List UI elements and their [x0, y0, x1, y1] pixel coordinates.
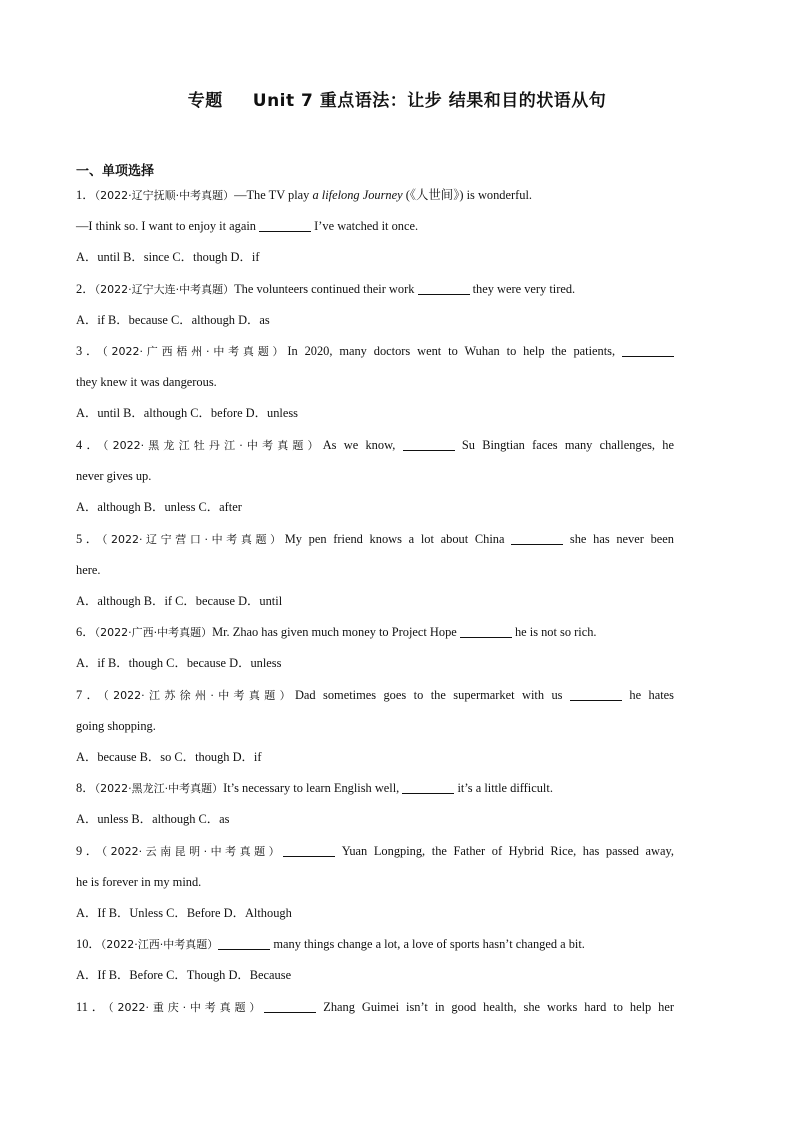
- answer-blank[interactable]: [570, 688, 622, 701]
- question-3-options: A．until B．although C．before D．unless: [76, 406, 298, 420]
- question-6-line-1: 6．（2022·广西·中考真题）Mr. Zhao has given much money to Project Hope he is not so rich.: [76, 625, 597, 639]
- question-9-line-1: 9．（2022·云南昆明·中考真题） Yuan Longping, the Father of Hybrid Rice, has passed away,: [76, 844, 674, 858]
- question-7-line-2: going shopping.: [76, 719, 156, 733]
- question-1-line-1: 1．（2022·辽宁抚顺·中考真题）—The TV play a lifelong Journey (《人世间》) is wonderful.: [76, 188, 532, 202]
- answer-blank[interactable]: [283, 844, 335, 857]
- answer-blank[interactable]: [403, 438, 455, 451]
- question-4-options: A．although B．unless C．after: [76, 500, 242, 514]
- question-2-line-1: 2．（2022·辽宁大连·中考真题）The volunteers continued their work they were very tired.: [76, 282, 576, 296]
- question-6-options: A．if B．though C．because D．unless: [76, 656, 282, 670]
- answer-blank[interactable]: [460, 625, 512, 638]
- question-9-line-2: he is forever in my mind.: [76, 875, 202, 889]
- question-2-options: A．if B．because C．although D．as: [76, 313, 270, 327]
- question-5-options: A．although B．if C．because D．until: [76, 594, 283, 608]
- question-10-options: A．If B．Before C．Though D．Because: [76, 968, 292, 982]
- question-4-line-2: never gives up.: [76, 469, 152, 483]
- question-11-line-1: 11．（2022·重庆·中考真题） Zhang Guimei isn’t in good health, she works hard to help her: [76, 1000, 674, 1014]
- question-5-line-1: 5．（2022·辽宁营口·中考真题）My pen friend knows a lot about China she has never been: [76, 532, 674, 546]
- question-7-line-1: 7．（2022·江苏徐州·中考真题）Dad sometimes goes to the supermarket with us he hates: [76, 688, 674, 702]
- title-prefix: 专题: [187, 91, 223, 111]
- question-3-line-1: 3．（2022·广西梧州·中考真题）In 2020, many doctors went to Wuhan to help the patients,: [76, 342, 674, 361]
- section-heading: 一、单项选择: [76, 164, 155, 179]
- question-1-line-2: —I think so. I want to enjoy it again I’ve watched it once.: [76, 219, 419, 233]
- answer-blank[interactable]: [622, 344, 674, 357]
- question-5-line-2: here.: [76, 563, 101, 577]
- question-7-options: A．because B．so C．though D．if: [76, 750, 262, 764]
- title-main: Unit 7 重点语法：让步 结果和目的状语从句: [252, 91, 607, 111]
- answer-blank[interactable]: [259, 219, 311, 232]
- page-title: [0, 86, 794, 111]
- answer-blank[interactable]: [511, 532, 563, 545]
- answer-blank[interactable]: [418, 282, 470, 295]
- question-10-line-1: 10．（2022·江西·中考真题） many things change a lot, a love of sports hasn’t changed a bit.: [76, 937, 585, 951]
- question-8-line-1: 8．（2022·黑龙江·中考真题）It’s necessary to learn English well, it’s a little difficult.: [76, 781, 553, 795]
- question-1-options: A．until B．since C．though D．if: [76, 250, 260, 264]
- question-3-line-2: they knew it was dangerous.: [76, 375, 217, 389]
- question-4-line-1: 4．（2022·黑龙江牡丹江·中考真题）As we know, Su Bingtian faces many challenges, he: [76, 438, 674, 452]
- question-8-options: A．unless B．although C．as: [76, 812, 230, 826]
- answer-blank[interactable]: [218, 937, 270, 950]
- answer-blank[interactable]: [402, 781, 454, 794]
- answer-blank[interactable]: [264, 1000, 316, 1013]
- question-9-options: A．If B．Unless C．Before D．Although: [76, 906, 292, 920]
